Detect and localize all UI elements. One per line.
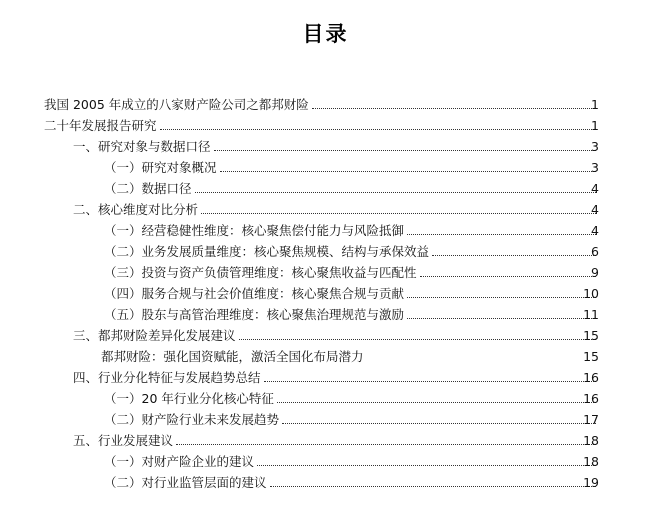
toc-page-number: 16 <box>583 370 599 385</box>
dot-leader <box>282 422 596 424</box>
toc-entry[interactable] <box>0 157 651 178</box>
toc-entry[interactable] <box>0 346 651 367</box>
dot-leader <box>264 380 596 382</box>
dot-leader <box>176 443 596 445</box>
toc-entry[interactable] <box>0 94 651 115</box>
dot-leader <box>220 170 596 172</box>
dot-leader <box>257 464 596 466</box>
toc-entry[interactable] <box>0 115 651 136</box>
toc-entry[interactable] <box>0 304 651 325</box>
toc-page-number: 16 <box>583 391 599 406</box>
dot-leader <box>407 233 596 235</box>
dot-leader <box>160 128 596 130</box>
toc-entry[interactable] <box>0 451 651 472</box>
toc-entry-text: （一）研究对象概况 <box>104 160 217 175</box>
dot-leader <box>407 317 596 319</box>
toc-entry-text: 四、行业分化特征与发展趋势总结 <box>73 370 261 385</box>
toc-page-number: 15 <box>583 349 599 364</box>
toc-entry[interactable] <box>0 388 651 409</box>
toc-page-number: 3 <box>591 139 599 154</box>
toc-list <box>0 94 651 493</box>
toc-entry[interactable] <box>0 409 651 430</box>
toc-page-number: 4 <box>591 181 599 196</box>
toc-page-number: 19 <box>583 475 599 490</box>
toc-entry-text: （二）对行业监管层面的建议 <box>104 475 267 490</box>
toc-page-number: 11 <box>583 307 599 322</box>
toc-entry[interactable] <box>0 136 651 157</box>
toc-entry-text: （二）数据口径 <box>104 181 192 196</box>
toc-entry[interactable] <box>0 241 651 262</box>
toc-entry[interactable] <box>0 220 651 241</box>
toc-entry-text: 都邦财险：强化国资赋能，激活全国化布局潜力 <box>101 349 364 364</box>
dot-leader <box>407 296 596 298</box>
toc-entry[interactable] <box>0 199 651 220</box>
toc-entry[interactable] <box>0 283 651 304</box>
toc-entry-text: （三）投资与资产负债管理维度：核心聚焦收益与匹配性 <box>104 265 417 280</box>
toc-page-number: 17 <box>583 412 599 427</box>
dot-leader <box>367 360 596 361</box>
toc-entry-text: （一）对财产险企业的建议 <box>104 454 255 469</box>
toc-page-number: 4 <box>591 223 599 238</box>
toc-entry[interactable] <box>0 325 651 346</box>
dot-leader <box>277 401 596 403</box>
toc-entry[interactable] <box>0 178 651 199</box>
toc-page-number: 18 <box>583 433 599 448</box>
toc-entry-text: （二）财产险行业未来发展趋势 <box>104 412 280 427</box>
dot-leader <box>214 149 596 151</box>
toc-page-number: 1 <box>591 118 599 133</box>
toc-page-number: 6 <box>591 244 599 259</box>
dot-leader <box>195 191 596 193</box>
toc-entry-text: （一）经营稳健性维度：核心聚焦偿付能力与风险抵御 <box>104 223 405 238</box>
toc-page-number: 3 <box>591 160 599 175</box>
toc-page-number: 10 <box>583 286 599 301</box>
toc-page-number: 15 <box>583 328 599 343</box>
toc-entry[interactable] <box>0 430 651 451</box>
toc-entry[interactable] <box>0 262 651 283</box>
dot-leader <box>239 338 596 340</box>
toc-entry-text: 五、行业发展建议 <box>73 433 174 448</box>
toc-entry-text: 二、核心维度对比分析 <box>73 202 199 217</box>
toc-entry-text: （五）股东与高管治理维度：核心聚焦治理规范与激励 <box>104 307 405 322</box>
dot-leader <box>432 254 596 256</box>
toc-entry-text: （一）20 年行业分化核心特征 <box>104 391 274 406</box>
toc-entry[interactable] <box>0 367 651 388</box>
dot-leader <box>420 275 596 277</box>
toc-page-number: 18 <box>583 454 599 469</box>
toc-entry[interactable] <box>0 472 651 493</box>
toc-entry-text: 二十年发展报告研究 <box>44 118 157 133</box>
toc-page-number: 1 <box>591 97 599 112</box>
toc-page-number: 9 <box>591 265 599 280</box>
toc-entry-text: 一、研究对象与数据口径 <box>73 139 211 154</box>
toc-entry-text: 我国 2005 年成立的八家财产险公司之都邦财险 <box>44 97 309 112</box>
toc-title: 目录 <box>302 21 349 46</box>
dot-leader <box>312 107 596 109</box>
toc-page-number: 4 <box>591 202 599 217</box>
toc-entry-text: （四）服务合规与社会价值维度：核心聚焦合规与贡献 <box>104 286 405 301</box>
toc-entry-text: 三、都邦财险差异化发展建议 <box>73 328 236 343</box>
dot-leader <box>270 485 596 487</box>
toc-entry-text: （二）业务发展质量维度：核心聚焦规模、结构与承保效益 <box>104 244 430 259</box>
dot-leader <box>201 212 596 214</box>
